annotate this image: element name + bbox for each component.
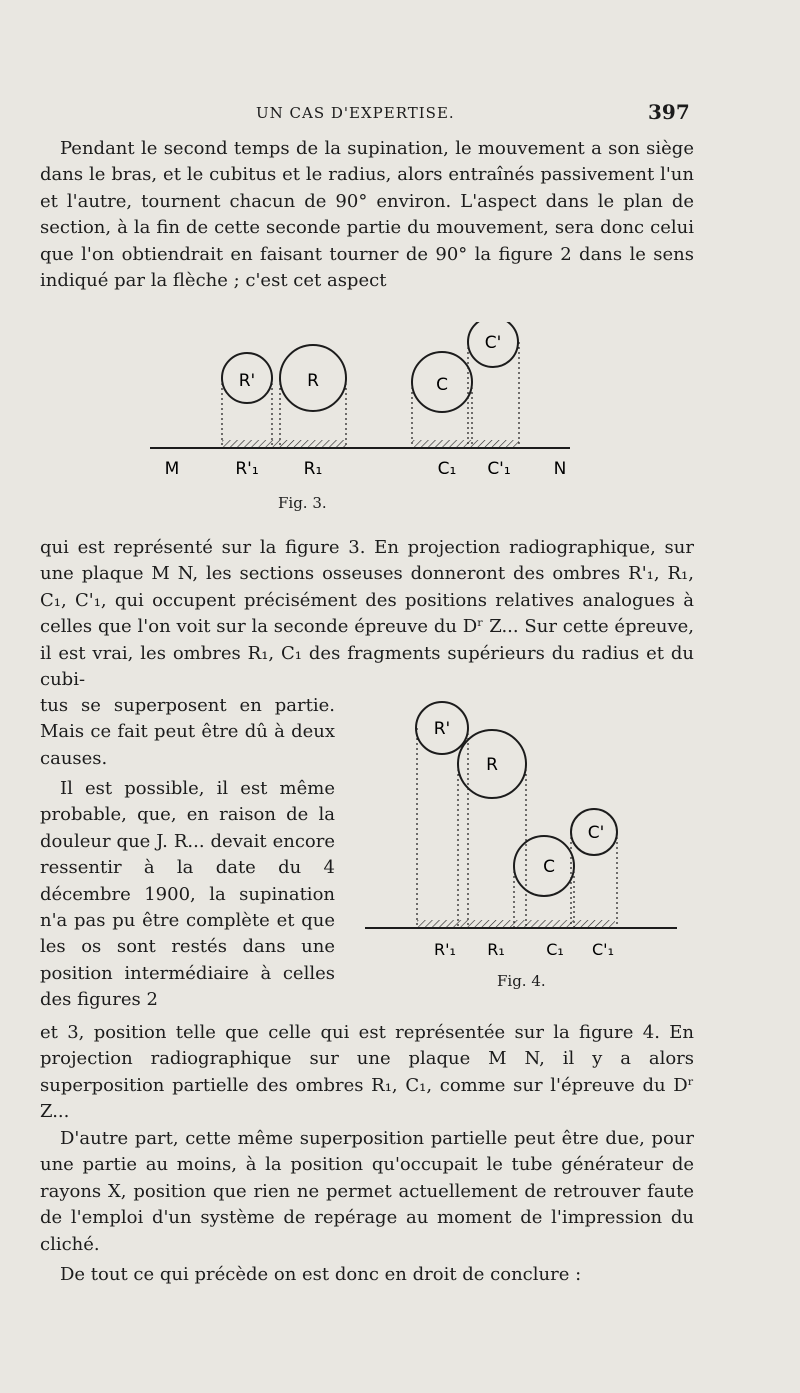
- paragraph-probable: Il est possible, il est même probable, que, en raison de la douleur que J. R... devait encore ressentir à la date du 4 décembre 1900, la supination n'a pas pu être complète et que les os sont restés dans une position intermédiaire à celles des figures 2: [40, 778, 335, 1011]
- figure-3-diagram: [150, 322, 600, 487]
- axis-label: R₁: [303, 459, 323, 479]
- paragraph-conclusion: De tout ce qui précède on est donc en droit de conclure :: [60, 1264, 582, 1285]
- axis-label: C'₁: [592, 940, 614, 959]
- shadow-c: [412, 440, 519, 447]
- figure-4: [355, 700, 685, 1000]
- figure-3-caption: Fig. 3.: [278, 494, 327, 512]
- paragraph-projection: qui est représenté sur la figure 3. En projection radiographique, sur une plaque M N, les sections osseuses donneront des ombres R'₁, R₁, C₁, C'₁, qui occupent précisément des positions relatives analogues à celles que l'on voit sur la seconde épreuve du Dʳ Z... Sur cette épreuve, il est vrai, les ombres R₁, C₁ des fragments supérieurs du radius et du cubi-: [40, 537, 694, 691]
- axis-label: R'₁: [235, 459, 259, 479]
- circle-label: C': [484, 333, 502, 353]
- circle-label: R': [433, 719, 451, 739]
- axis-label: C₁: [546, 940, 564, 959]
- figure-4-caption: Fig. 4.: [497, 972, 546, 990]
- axis-label: M: [164, 459, 180, 479]
- shadow-band: [417, 920, 615, 927]
- paragraph-causes: tus se superposent en partie. Mais ce fait peut être dû à deux causes.: [40, 695, 335, 769]
- page-header: [0, 100, 800, 130]
- figure-3: [150, 322, 600, 517]
- paragraph-supination: Pendant le second temps de la supination, le mouvement a son siège dans le bras, et le cubitus et le radius, alors entraînés passivement l'un et l'autre, tournent chacun de 90° environ. L'aspect dans le plan de section, à la fin de cette seconde partie du mouvement, sera donc celui que l'on obtiendrait en faisant tourner de 90° la figure 2 dans le sens indiqué par la flèche ; c'est cet aspect: [40, 138, 694, 292]
- circle-label: C: [436, 375, 448, 395]
- paragraph-position: et 3, position telle que celle qui est représentée sur la figure 4. En projection radiographique sur une plaque M N, il y a alors superposition partielle des ombres R₁, C₁, comme sur l'épreuve du Dʳ Z...: [40, 1022, 694, 1123]
- axis-label: R'₁: [434, 940, 456, 959]
- circle-label: R: [486, 755, 498, 775]
- axis-label: N: [553, 459, 567, 479]
- axis-label: C'₁: [487, 459, 511, 479]
- axis-label: R₁: [487, 940, 505, 959]
- page-number: 397: [648, 100, 690, 124]
- figure-4-diagram: [355, 700, 685, 970]
- shadow-r: [222, 440, 346, 447]
- circle-label: C': [587, 823, 605, 843]
- paragraph-tube: D'autre part, cette même superposition partielle peut être due, pour une partie au moins, à la position qu'occupait le tube générateur de rayons X, position que rien ne permet actuellement de retrouver faute de l'emploi d'un système de repérage au moment de l'impression du cliché.: [40, 1128, 694, 1255]
- axis-label: C₁: [437, 459, 457, 479]
- circle-label: R': [238, 371, 256, 391]
- circle-label: C: [543, 857, 555, 877]
- running-head: UN CAS D'EXPERTISE.: [256, 104, 455, 122]
- circle-label: R: [307, 371, 319, 391]
